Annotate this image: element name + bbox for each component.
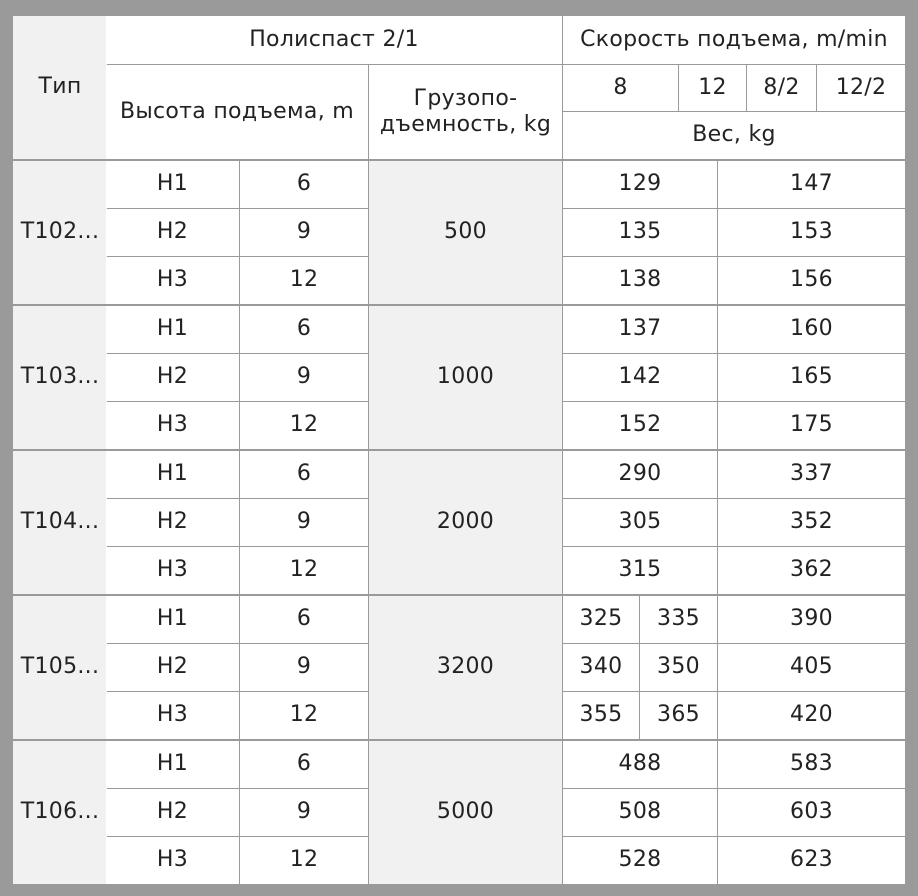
capacity-cell: 2000 [369, 451, 562, 594]
height-value-cell: 9 [240, 789, 368, 836]
weight-8-2-12-2-cell: 160 [718, 306, 905, 353]
weight-8-2-12-2-cell: 165 [718, 354, 905, 401]
weight-8-cell: 325 [563, 596, 639, 643]
height-value-cell: 12 [240, 837, 368, 884]
capacity-header-line1: Грузопо- [413, 85, 518, 111]
capacity-cell: 1000 [369, 306, 562, 449]
speed-12-2-header: 12/2 [817, 65, 905, 111]
height-value-cell: 12 [240, 257, 368, 304]
height-value-cell: 6 [240, 306, 368, 353]
weight-8-12-cell: 315 [563, 547, 717, 594]
pulley-header: Полиспаст 2/1 [106, 16, 562, 64]
weight-8-12-cell: 488 [563, 741, 717, 788]
weight-8-12-cell: 129 [563, 161, 717, 208]
weight-8-12-cell: 138 [563, 257, 717, 304]
height-code-cell: H2 [106, 354, 239, 401]
weight-8-2-12-2-cell: 623 [718, 837, 905, 884]
height-value-cell: 9 [240, 354, 368, 401]
weight-8-cell: 340 [563, 644, 639, 691]
speed-8-header: 8 [563, 65, 678, 111]
weight-8-2-12-2-cell: 405 [718, 644, 905, 691]
weight-12-cell: 350 [640, 644, 717, 691]
weight-8-12-cell: 135 [563, 209, 717, 256]
type-cell: T105... [13, 596, 107, 739]
weight-8-2-12-2-cell: 583 [718, 741, 905, 788]
height-value-cell: 6 [240, 741, 368, 788]
speed-12-header: 12 [679, 65, 746, 111]
weight-12-cell: 365 [640, 692, 717, 739]
height-code-cell: H1 [106, 596, 239, 643]
weight-8-2-12-2-cell: 153 [718, 209, 905, 256]
height-code-cell: H2 [106, 789, 239, 836]
height-code-cell: H2 [106, 499, 239, 546]
type-cell: T104... [13, 451, 107, 594]
height-code-cell: H2 [106, 644, 239, 691]
capacity-header-line2: дъемность, kg [379, 112, 552, 137]
weight-8-2-12-2-cell: 147 [718, 161, 905, 208]
weight-8-2-12-2-cell: 175 [718, 402, 905, 449]
weight-8-2-12-2-cell: 156 [718, 257, 905, 304]
height-code-cell: H3 [106, 257, 239, 304]
weight-header: Вес, kg [563, 112, 905, 159]
weight-8-12-cell: 528 [563, 837, 717, 884]
weight-8-12-cell: 142 [563, 354, 717, 401]
height-value-cell: 9 [240, 644, 368, 691]
height-code-cell: H3 [106, 402, 239, 449]
height-code-cell: H3 [106, 547, 239, 594]
height-value-cell: 6 [240, 596, 368, 643]
weight-12-cell: 335 [640, 596, 717, 643]
type-cell: T106... [13, 741, 107, 884]
weight-8-2-12-2-cell: 352 [718, 499, 905, 546]
capacity-header-text [380, 86, 551, 139]
weight-8-12-cell: 290 [563, 451, 717, 498]
weight-8-2-12-2-cell: 603 [718, 789, 905, 836]
capacity-cell: 5000 [369, 741, 562, 884]
height-code-cell: H3 [106, 692, 239, 739]
weight-8-12-cell: 137 [563, 306, 717, 353]
speed-header: Скорость подъема, m/min [563, 16, 905, 64]
weight-8-12-cell: 305 [563, 499, 717, 546]
weight-8-2-12-2-cell: 390 [718, 596, 905, 643]
weight-8-12-cell: 508 [563, 789, 717, 836]
height-value-cell: 6 [240, 451, 368, 498]
height-code-cell: H3 [106, 837, 239, 884]
weight-8-2-12-2-cell: 337 [718, 451, 905, 498]
height-code-cell: H1 [106, 741, 239, 788]
weight-8-12-cell: 152 [563, 402, 717, 449]
weight-8-2-12-2-cell: 362 [718, 547, 905, 594]
height-value-cell: 9 [240, 209, 368, 256]
height-code-cell: H1 [106, 306, 239, 353]
type-cell: T102... [13, 161, 107, 304]
height-value-cell: 12 [240, 692, 368, 739]
height-value-cell: 9 [240, 499, 368, 546]
weight-8-2-12-2-cell: 420 [718, 692, 905, 739]
height-code-cell: H2 [106, 209, 239, 256]
lift-height-header: Высота подъема, m [106, 65, 368, 159]
weight-8-cell: 355 [563, 692, 639, 739]
height-value-cell: 12 [240, 547, 368, 594]
height-code-cell: H1 [106, 161, 239, 208]
capacity-cell: 500 [369, 161, 562, 304]
type-cell: T103... [13, 306, 107, 449]
type-header: Тип [13, 16, 107, 159]
height-value-cell: 12 [240, 402, 368, 449]
height-value-cell: 6 [240, 161, 368, 208]
height-code-cell: H1 [106, 451, 239, 498]
capacity-cell: 3200 [369, 596, 562, 739]
capacity-header [369, 65, 562, 159]
speed-8-2-header: 8/2 [747, 65, 816, 111]
